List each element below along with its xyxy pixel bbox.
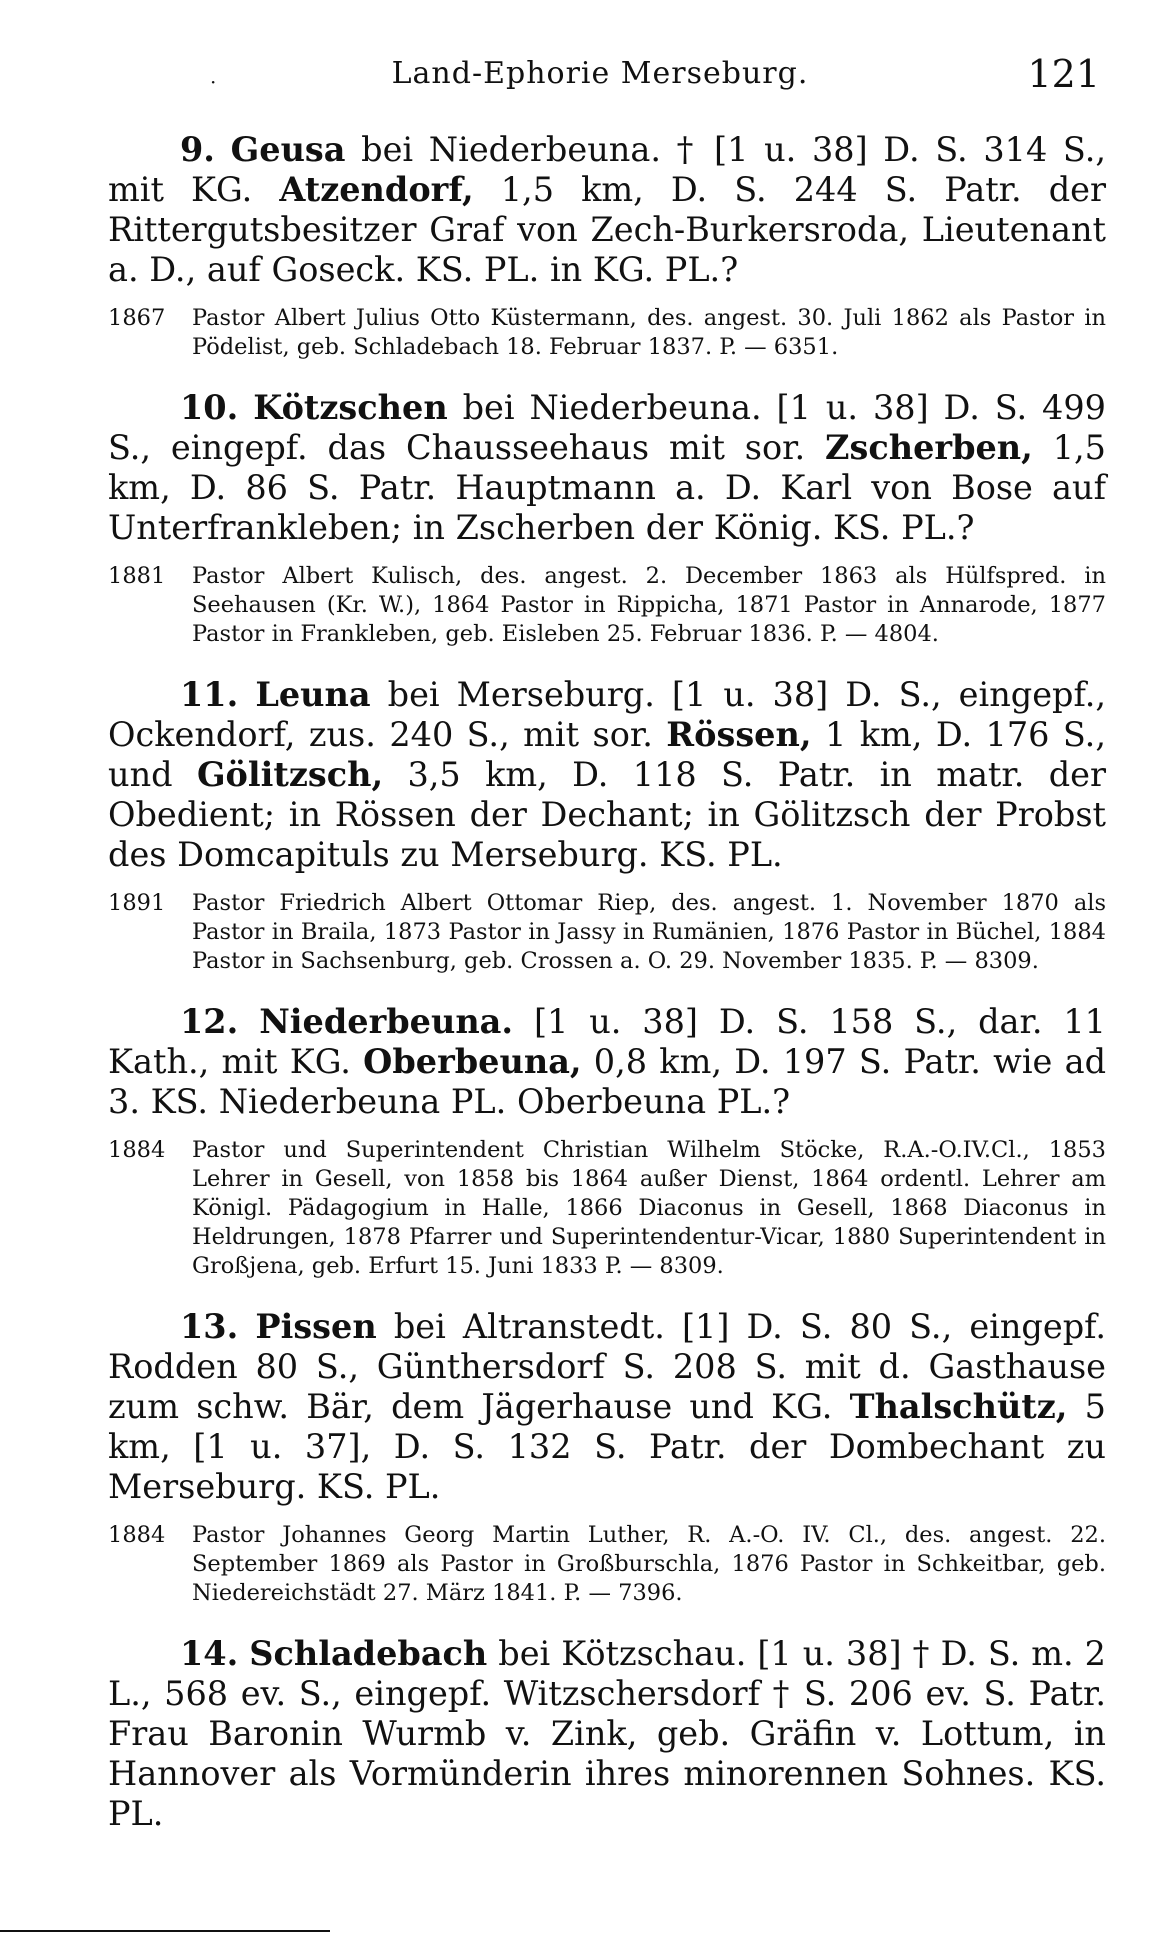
entry-text: 0,8 km, D. 197 S. Patr. wie ad 3. KS. Niederbeuna PL. Oberbeuna PL.? [108,1042,1107,1121]
entry-paragraph [108,1002,1106,1122]
entry-text: bei Kötzschau. [1 u. 38] † D. S. m. 2 L., 568 ev. S., eingepf. Witzschersdorf † S. 206 ev. S. Patr. Frau Baronin Wurmb v. Zink, geb. Gräfin v. Lottum, in Hannover als Vormünderin ihres minorennen Sohnes. KS. PL. [108,1634,1106,1833]
page-content [108,130,1106,1860]
parish-entry [108,130,1106,362]
entry-number: 12. [180,1002,239,1041]
entry-text: bei Merseburg. [1 u. 38] D. S., eingepf., Ockendorf, zus. 240 S., mit sor. [108,675,1106,754]
note-text: Pastor Albert Kulisch, des. angest. 2. December 1863 als Hülfspred. in Seehausen (Kr. W.), 1864 Pastor in Rippicha, 1871 Pastor in Annarode, 1877 Pastor in Frankleben, geb. Eisleben 25. Februar 1836. P. — 4804. [192,563,1106,647]
entry-text: bei Niederbeuna. [1 u. 38] D. S. 499 S., eingepf. das Chausseehaus mit sor. [108,388,1106,467]
parish-name: Kötzschen [253,388,448,427]
note-text: Pastor Friedrich Albert Ottomar Riep, des. angest. 1. November 1870 als Pastor in Braila, 1873 Pastor in Jassy in Rumänien, 1876 Pastor in Büchel, 1884 Pastor in Sachsenburg, geb. Crossen a. O. 29. November 1835. P. — 8309. [192,890,1106,974]
entry-paragraph [108,1634,1106,1834]
parish-name: Leuna [255,675,371,714]
entry-number: 13. [180,1307,239,1346]
entry-text: bei Niederbeuna. † [1 u. 38] D. S. 314 S., mit KG. [108,130,1106,209]
pastor-note [108,304,1106,362]
header-dot: · [210,70,217,94]
filial-name: Rössen, [666,715,812,754]
entry-paragraph [108,388,1106,548]
filial-name: Zscherben, [825,428,1033,467]
parish-name: Pissen [255,1307,377,1346]
note-text: Pastor Johannes Georg Martin Luther, R. A.-O. IV. Cl., des. angest. 22. September 1869 als Pastor in Großburschla, 1876 Pastor in Schkeitbar, geb. Niedereichstädt 27. März 1841. P. — 7396. [192,1522,1106,1606]
entry-number: 10. [180,388,239,427]
note-year: 1884 [108,1137,166,1163]
entry-text: [1 u. 38] D. S. 158 S., dar. 11 Kath., mit KG. [108,1002,1106,1081]
note-year: 1867 [108,305,166,331]
pastor-note [108,889,1106,976]
note-text: Pastor und Superintendent Christian Wilhelm Stöcke, R.A.-O.IV.Cl., 1853 Lehrer in Gesell, von 1858 bis 1864 außer Dienst, 1864 ordentl. Lehrer am Königl. Pädagogium in Halle, 1866 Diaconus in Gesell, 1868 Diaconus in Heldrungen, 1878 Pfarrer und Superintendentur-Vicar, 1880 Superintendent in Großjena, geb. Erfurt 15. Juni 1833 P. — 8309. [192,1137,1106,1279]
filial-name: Thalschütz, [849,1387,1068,1426]
filial-name: Gölitzsch, [196,755,384,794]
running-title: Land-Ephorie Merseburg. [391,56,809,91]
note-year: 1884 [108,1522,166,1548]
pastor-note [108,1136,1106,1281]
entry-text: 3,5 km, D. 118 S. Patr. in matr. der Obedient; in Rössen der Dechant; in Gölitzsch der Probst des Domcapituls zu Merseburg. KS. PL. [108,755,1106,874]
entry-paragraph [108,675,1106,875]
footer-rule [0,1930,330,1932]
entry-text: bei Altranstedt. [1] D. S. 80 S., eingepf. Rodden 80 S., Günthersdorf S. 208 S. mit d. Gasthause zum schw. Bär, dem Jägerhause und KG. [108,1307,1107,1426]
parish-entry [108,1307,1106,1608]
note-year: 1881 [108,563,166,589]
pastor-note [108,1521,1106,1608]
parish-entry [108,1002,1106,1281]
entry-number: 14. [180,1634,239,1673]
parish-entry [108,1634,1106,1834]
parish-name: Niederbeuna. [259,1002,514,1041]
entry-paragraph [108,1307,1106,1507]
filial-name: Oberbeuna, [363,1042,582,1081]
parish-entry [108,388,1106,649]
filial-name: Atzendorf, [279,170,474,209]
entry-text: 1,5 km, D. S. 244 S. Patr. der Rittergutsbesitzer Graf von Zech-Burkersroda, Lieutenant a. D., auf Goseck. KS. PL. in KG. PL.? [108,170,1106,289]
parish-name: Schladebach [249,1634,488,1673]
page-header [100,48,1100,108]
note-year: 1891 [108,890,166,916]
note-text: Pastor Albert Julius Otto Küstermann, des. angest. 30. Juli 1862 als Pastor in Pödelist, geb. Schladebach 18. Februar 1837. P. — 6351. [192,305,1106,360]
pastor-note [108,562,1106,649]
entry-paragraph [108,130,1106,290]
parish-entry [108,675,1106,976]
entry-number: 9. [180,130,215,169]
entry-number: 11. [180,675,239,714]
page-number: 121 [1027,52,1100,96]
parish-name: Geusa [230,130,346,169]
entry-text: 1,5 km, D. 86 S. Patr. Hauptmann a. D. Karl von Bose auf Unterfrankleben; in Zscherben der König. KS. PL.? [108,428,1106,547]
entry-text: 5 km, [1 u. 37], D. S. 132 S. Patr. der Dombechant zu Merseburg. KS. PL. [108,1387,1106,1506]
entry-text: 1 km, D. 176 S., und [108,715,1106,794]
